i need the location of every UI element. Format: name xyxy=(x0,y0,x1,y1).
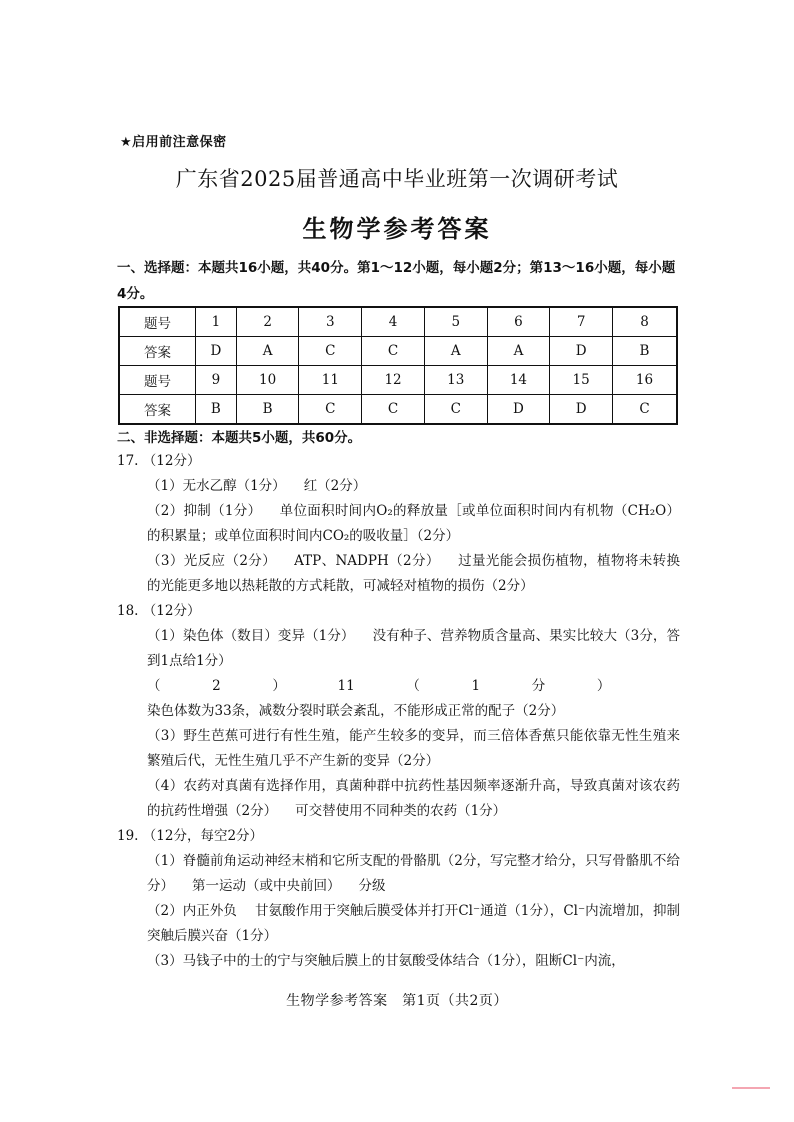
page-footer: 生物学参考答案 第1页（共2页） xyxy=(286,993,508,1009)
answer-text: 分级 xyxy=(358,878,386,894)
answer-cell: C xyxy=(362,337,425,366)
answers-content xyxy=(117,449,680,974)
table-row-answers-b xyxy=(119,395,677,425)
answer-cell: D xyxy=(196,337,237,366)
answer-text: 甘氨酸作用于突触后膜受体并打开Cl⁻通道（1分），Cl⁻内流增加，抑制突触后膜兴奋（1分） xyxy=(147,903,680,944)
row-label: 题号 xyxy=(119,366,196,395)
answer-text: （2）抑制（1分） xyxy=(147,503,262,519)
q19-part1 xyxy=(117,849,680,899)
q19-part3: （3）马钱子中的士的宁与突触后膜上的甘氨酸受体结合（1分），阻断Cl⁻内流， xyxy=(147,953,625,969)
answer-cell: C xyxy=(362,395,425,425)
q17-part3 xyxy=(117,549,680,599)
answer-text: 染色体数为33条，减数分裂时联会紊乱，不能形成正常的配子（2分） xyxy=(147,703,565,719)
answer-text: 过量光能会损伤植物，植物将未转换的光能更多地以热耗散的方式耗散，可减轻对植物的损伤（2分） xyxy=(147,553,681,594)
confidential-notice: ★启用前注意保密 xyxy=(120,135,227,150)
question-number: 14 xyxy=(487,366,550,395)
answer-cell: B xyxy=(196,395,237,425)
answer-cell: C xyxy=(613,395,678,425)
answer-text: （4）农药对真菌有选择作用，真菌种群中抗药性基因频率逐渐升高，导致真菌对该农药的抗药性增强（2分） xyxy=(147,778,680,819)
row-label: 答案 xyxy=(119,337,196,366)
question-number: 16 xyxy=(613,366,678,395)
question-number: 6 xyxy=(487,307,550,337)
q19-part2 xyxy=(117,899,680,949)
q17-part2 xyxy=(117,499,680,549)
question-number: 11 xyxy=(299,366,362,395)
q18-part3: （3）野生芭蕉可进行有性生殖，能产生较多的变异，而三倍体香蕉只能依靠无性生殖来繁殖后代，无性生殖几乎不产生新的变异（2分） xyxy=(147,728,680,769)
answer-text: 单位面积时间内O₂的释放量［或单位面积时间内有机物（CH₂O）的积累量；或单位面积时间内CO₂的吸收量］（2分） xyxy=(147,503,680,544)
answer-cell: B xyxy=(236,395,299,425)
answer-cell: B xyxy=(613,337,678,366)
exam-title: 广东省2025届普通高中毕业班第一次调研考试 xyxy=(175,167,619,191)
answer-text: （2）内正外负 xyxy=(147,903,237,919)
answer-cell: C xyxy=(424,395,487,425)
question-19-heading: 19. （12分，每空2分） xyxy=(117,828,264,844)
answer-text: 没有种子、营养物质含量高、果实比较大（3分，答到1点给1分） xyxy=(147,628,680,669)
answer-cell: D xyxy=(550,395,613,425)
question-17-heading: 17. （12分） xyxy=(117,453,201,469)
question-number: 4 xyxy=(362,307,425,337)
answer-text: 可交替使用不同种类的农药（1分） xyxy=(295,803,507,819)
answer-text: （1）染色体（数目）变异（1分） xyxy=(147,628,355,644)
answer-cell: A xyxy=(487,337,550,366)
question-number: 9 xyxy=(196,366,237,395)
section1-heading: 一、选择题：本题共16小题，共40分。第1～12小题，每小题2分；第13～16小题，每小题4分。 xyxy=(117,260,676,302)
question-number: 13 xyxy=(424,366,487,395)
answer-cell: C xyxy=(299,395,362,425)
q18-part1 xyxy=(117,624,680,674)
question-number: 2 xyxy=(236,307,299,337)
question-18-heading: 18. （12分） xyxy=(117,603,201,619)
decorative-mark xyxy=(732,1087,770,1089)
answer-cell: C xyxy=(299,337,362,366)
q18-part2 xyxy=(117,674,680,724)
answer-cell: A xyxy=(236,337,299,366)
question-number: 3 xyxy=(299,307,362,337)
question-number: 15 xyxy=(550,366,613,395)
answer-cell: A xyxy=(424,337,487,366)
q18-part4 xyxy=(117,774,680,824)
section2-heading: 二、非选择题：本题共5小题，共60分。 xyxy=(117,430,362,446)
table-row-numbers-b xyxy=(119,366,677,395)
answer-text: （1）脊髓前角运动神经末梢和它所支配的骨骼肌（2分，写完整才给分，只写骨骼肌不给分） xyxy=(147,853,680,894)
answer-cell: D xyxy=(487,395,550,425)
answer-table xyxy=(118,306,678,425)
answer-text: 红（2分） xyxy=(303,478,367,494)
table-row-numbers-a xyxy=(119,307,677,337)
answer-key-subtitle: 生物学参考答案 xyxy=(302,215,492,243)
question-number: 5 xyxy=(424,307,487,337)
question-number: 1 xyxy=(196,307,237,337)
question-number: 12 xyxy=(362,366,425,395)
answer-text: ATP、NADPH（2分） xyxy=(294,553,440,569)
q17-part1 xyxy=(117,474,680,499)
table-row-answers-a xyxy=(119,337,677,366)
answer-text: （2）11（1分） xyxy=(147,678,662,694)
answer-text: （3）光反应（2分） xyxy=(147,553,277,569)
answer-cell: D xyxy=(550,337,613,366)
row-label: 答案 xyxy=(119,395,196,425)
answer-text: 第一运动（或中央前回） xyxy=(192,878,341,894)
row-label: 题号 xyxy=(119,307,196,337)
answer-text: （1）无水乙醇（1分） xyxy=(147,478,286,494)
question-number: 10 xyxy=(236,366,299,395)
question-number: 7 xyxy=(550,307,613,337)
question-number: 8 xyxy=(613,307,678,337)
